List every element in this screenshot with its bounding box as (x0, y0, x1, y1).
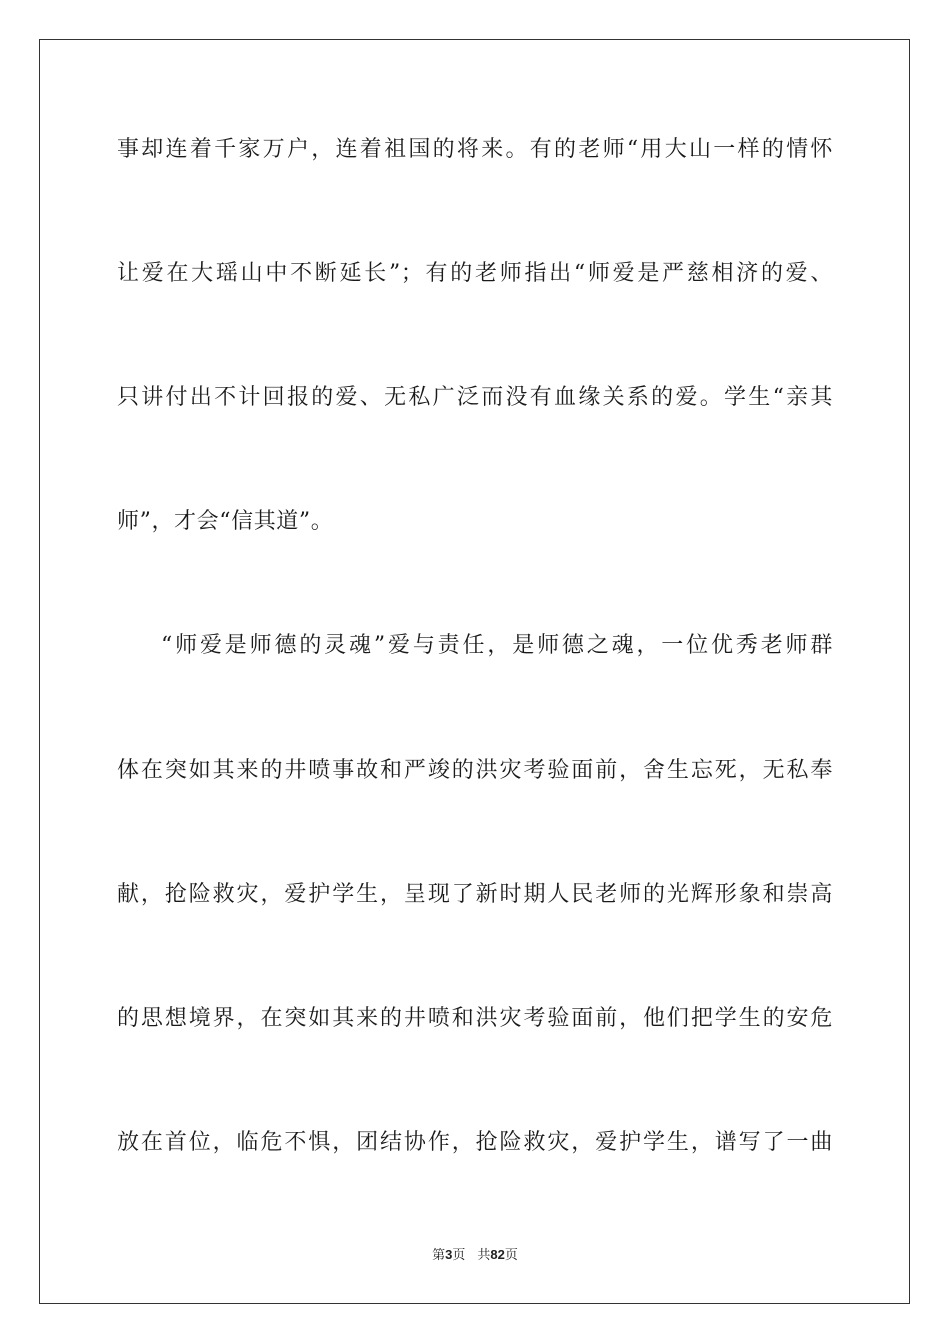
total-prefix: 共 (477, 1248, 491, 1263)
text-line-6: 体在突如其来的井喷事故和严竣的洪灾考验面前，舍生忘死，无私奉 (117, 758, 833, 783)
text-line-5: “师爱是师德的灵魂”爱与责任，是师德之魂，一位优秀老师群 (161, 633, 833, 658)
total-suffix: 页 (504, 1248, 518, 1263)
text-line-7: 献，抢险救灾，爱护学生，呈现了新时期人民老师的光辉形象和崇高 (117, 882, 833, 907)
page-border (39, 39, 910, 1304)
page-suffix: 页 (452, 1248, 466, 1263)
page-number: 3 (445, 1247, 453, 1262)
text-line-3: 只讲付出不计回报的爱、无私广泛而没有血缘关系的爱。学生“亲其 (117, 385, 833, 410)
page-footer (0, 1246, 950, 1265)
page-prefix: 第 (432, 1248, 446, 1263)
text-line-8: 的思想境界，在突如其来的井喷和洪灾考验面前，他们把学生的安危 (117, 1006, 833, 1031)
text-line-9: 放在首位，临危不惧，团结协作，抢险救灾，爱护学生，谱写了一曲 (117, 1130, 833, 1155)
text-line-2: 让爱在大瑶山中不断延长”；有的老师指出“师爱是严慈相济的爱、 (117, 261, 833, 286)
text-line-1: 事却连着千家万户，连着祖国的将来。有的老师“用大山一样的情怀 (117, 137, 833, 162)
text-line-4: 师”，才会“信其道”。 (117, 509, 334, 534)
total-pages: 82 (490, 1247, 505, 1262)
